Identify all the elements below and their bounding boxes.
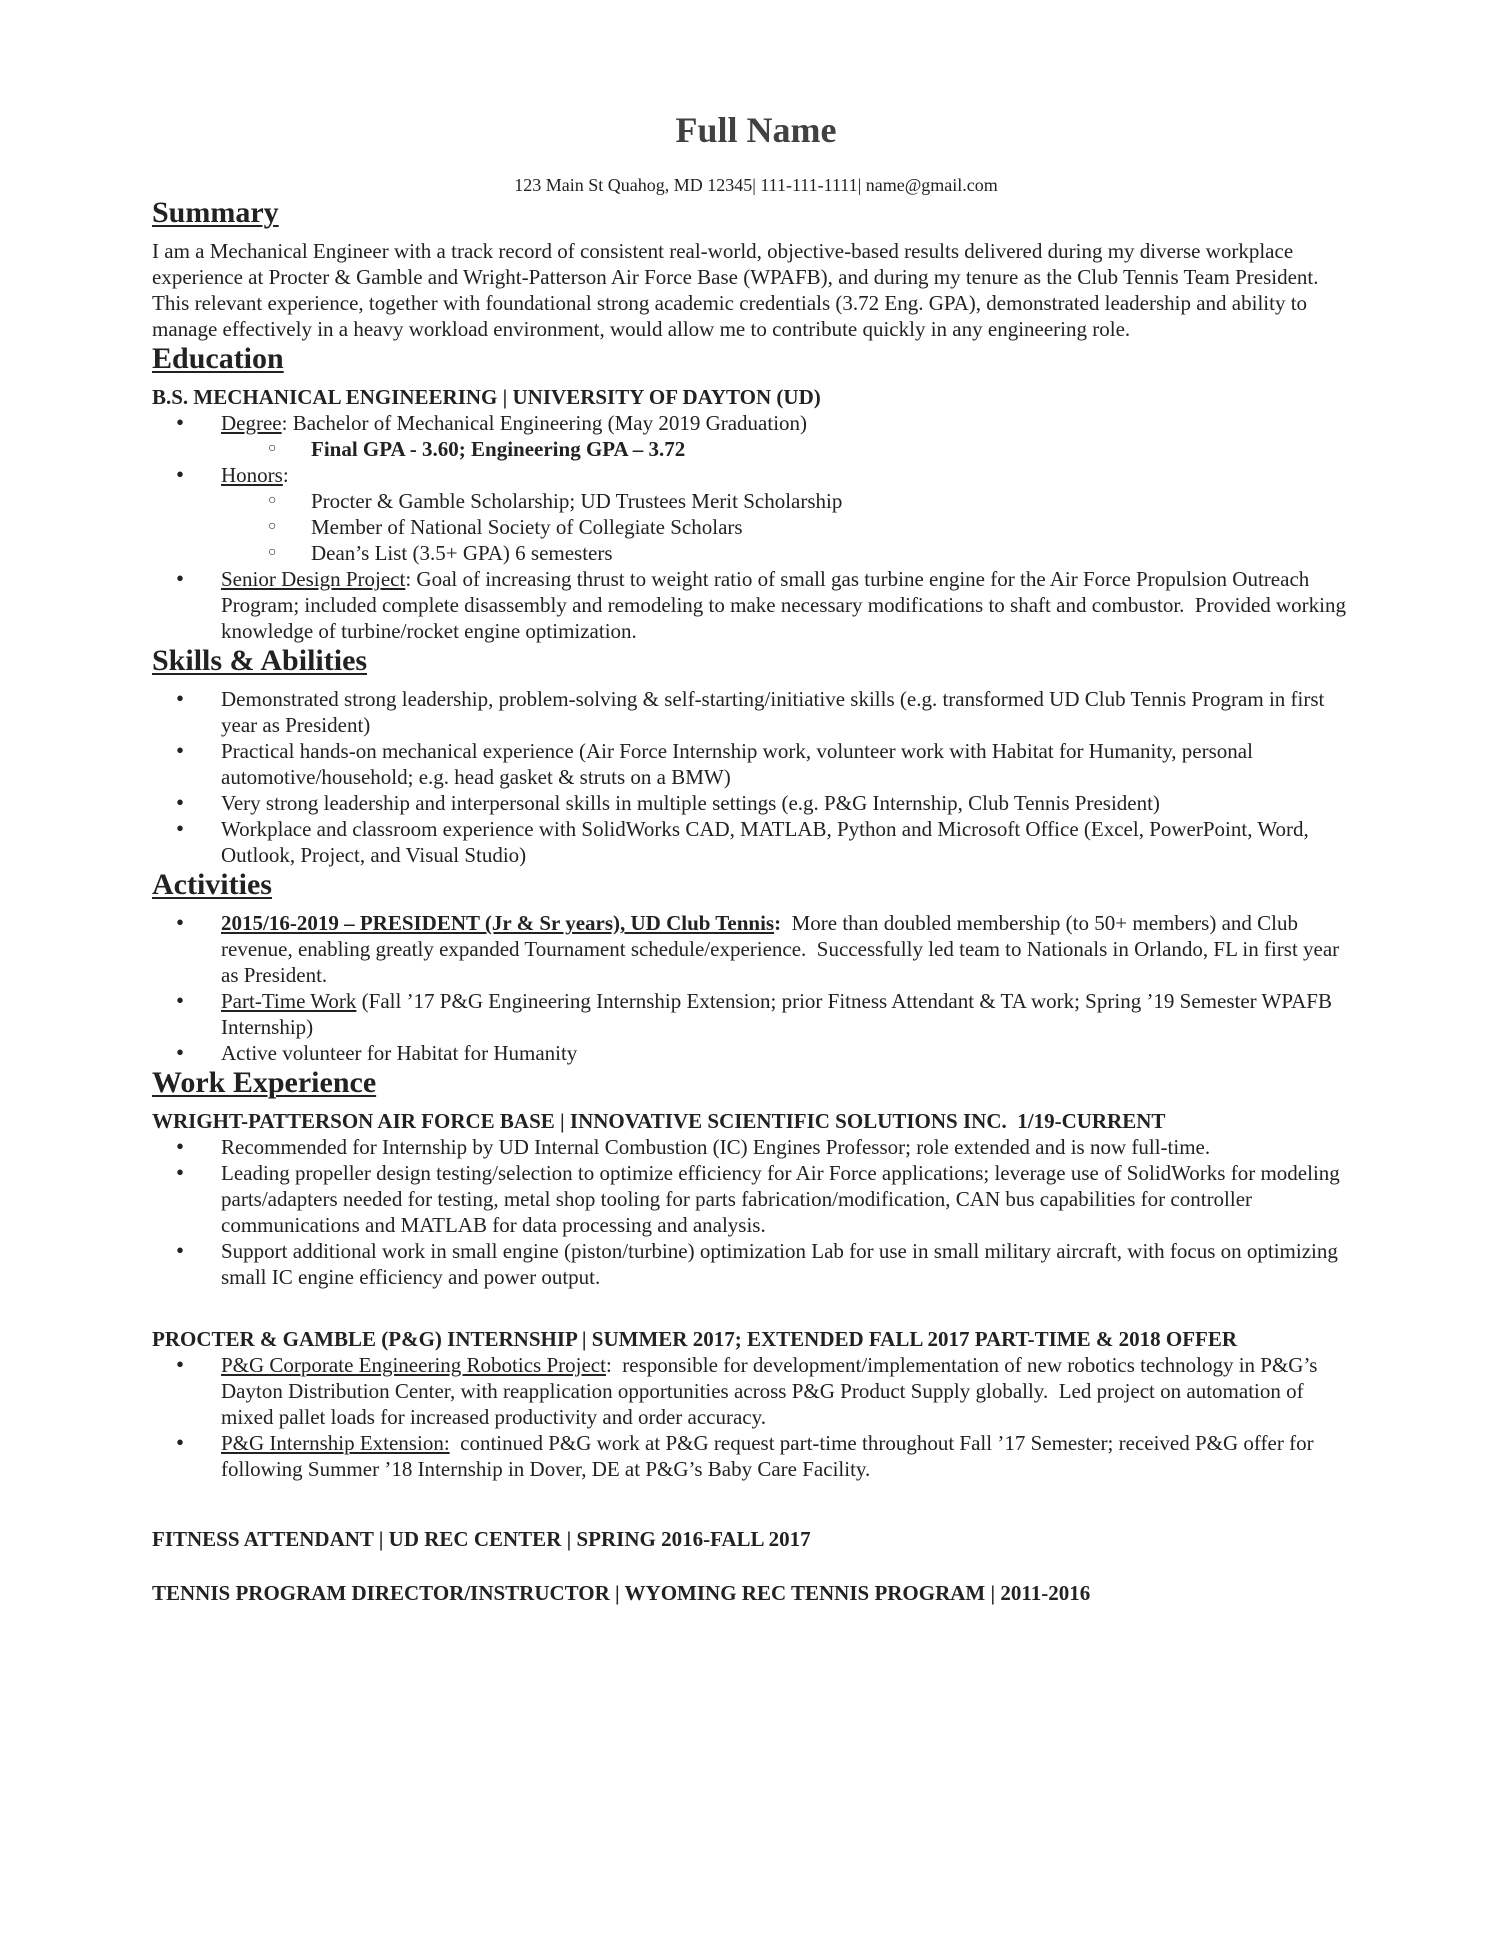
activity-president-text: More than doubled membership (to 50+ members) and Club revenue, enabling greatly expanded Tournament schedule/experience. Successfully led team to Nationals in Orlando, FL in first year as President. <box>221 911 1345 987</box>
senior-design-text: : Goal of increasing thrust to weight ratio of small gas turbine engine for the Air Force Propulsion Outreach Program; included complete disassembly and remodeling to make necessary modifications to shaft and combustor. Provided working knowledge of turbine/rocket engine optimization. <box>221 567 1352 643</box>
list-item-activity-president <box>152 910 1360 988</box>
section-heading-activities <box>152 868 1360 902</box>
job-title-wpafb: WRIGHT-PATTERSON AIR FORCE BASE | INNOVATIVE SCIENTIFIC SOLUTIONS INC. 1/19-CURRENT <box>152 1109 1166 1133</box>
activity-president-label: 2015/16-2019 – PRESIDENT (Jr & Sr years), UD Club Tennis <box>221 911 775 935</box>
senior-design-label: Senior Design Project <box>221 567 406 591</box>
list-item-job-bullet: • Support additional work in small engine (piston/turbine) optimization Lab for use in small military aircraft, with focus on optimizing small IC engine efficiency and power output. <box>152 1238 1360 1290</box>
list-item-senior-design <box>152 566 1360 644</box>
list-item-job-bullet: • Leading propeller design testing/selection to optimize efficiency for Air Force applications; leverage use of SolidWorks for modeling parts/adapters needed for testing, metal shop tooling for parts fabrication/modification, CAN bus capabilities for controller communications and MATLAB for data processing and analysis. <box>152 1160 1360 1238</box>
list-item-job-bullet <box>152 1430 1360 1482</box>
section-heading-work-experience <box>152 1066 1360 1100</box>
job-title-tennis-director: TENNIS PROGRAM DIRECTOR/INSTRUCTOR | WYOMING REC TENNIS PROGRAM | 2011-2016 <box>152 1581 1091 1605</box>
list-item-job-bullet: • Recommended for Internship by UD Internal Combustion (IC) Engines Professor; role extended and is now full-time. <box>152 1134 1360 1160</box>
list-item-skill: • Demonstrated strong leadership, problem-solving & self-starting/initiative skills (e.g. transformed UD Club Tennis Program in first year as President) <box>152 686 1360 738</box>
section-heading-summary-text: Summary <box>152 196 279 229</box>
list-item-honor: ○ Procter & Gamble Scholarship; UD Trustees Merit Scholarship <box>221 488 1360 514</box>
job-title-pg: PROCTER & GAMBLE (P&G) INTERNSHIP | SUMMER 2017; EXTENDED FALL 2017 PART-TIME & 2018 OFFER <box>152 1327 1238 1351</box>
summary-paragraph: I am a Mechanical Engineer with a track record of consistent real-world, objective-based results delivered during my diverse workplace experience at Procter & Gamble and Wright-Patterson Air Force Base (WPAFB), and during my tenure as the Club Tennis Team President. This relevant experience, together with foundational strong academic credentials (3.72 Eng. GPA), demonstrated leadership and ability to manage effectively in a heavy workload environment, would allow me to contribute quickly in any engineering role. <box>152 239 1324 341</box>
education-program-title: B.S. MECHANICAL ENGINEERING | UNIVERSITY OF DAYTON (UD) <box>152 385 821 409</box>
section-heading-education-text: Education <box>152 342 284 375</box>
list-item-gpa <box>221 436 1360 462</box>
degree-sublist <box>221 436 1360 462</box>
list-item-degree <box>152 410 1360 462</box>
section-heading-skills <box>152 644 1360 678</box>
list-item-honors <box>152 462 1360 566</box>
section-heading-summary <box>152 196 1360 230</box>
page-title: Full Name <box>675 110 837 150</box>
gpa-text: Final GPA - 3.60; Engineering GPA – 3.72 <box>311 437 686 461</box>
honors-sublist <box>221 488 1360 566</box>
list-item-skill: • Practical hands-on mechanical experience (Air Force Internship work, volunteer work with Habitat for Humanity, personal automotive/household; e.g. head gasket & struts on a BMW) <box>152 738 1360 790</box>
degree-text: : Bachelor of Mechanical Engineering (May 2019 Graduation) <box>281 411 808 435</box>
skills-list <box>152 686 1360 868</box>
job-title-fitness-attendant: FITNESS ATTENDANT | UD REC CENTER | SPRING 2016-FALL 2017 <box>152 1527 811 1551</box>
section-heading-education <box>152 342 1360 376</box>
list-item-honor: ○ Member of National Society of Collegiate Scholars <box>221 514 1360 540</box>
list-item-activity-parttime <box>152 988 1360 1040</box>
pg-robotics-label: P&G Corporate Engineering Robotics Project <box>221 1353 606 1377</box>
pg-extension-text: continued P&G work at P&G request part-time throughout Fall ’17 Semester; received P&G offer for following Summer ’18 Internship in Dover, DE at P&G’s Baby Care Facility. <box>221 1431 1319 1481</box>
honors-label: Honors <box>221 463 283 487</box>
activity-parttime-label: Part-Time Work <box>221 989 357 1013</box>
list-item-activity-volunteer: • Active volunteer for Habitat for Humanity <box>152 1040 1360 1066</box>
list-item-skill: • Very strong leadership and interpersonal skills in multiple settings (e.g. P&G Internship, Club Tennis President) <box>152 790 1360 816</box>
honors-colon: : <box>282 463 289 487</box>
contact-line: 123 Main St Quahog, MD 12345| 111-111-1111| name@gmail.com <box>514 175 998 195</box>
activity-parttime-text: (Fall ’17 P&G Engineering Internship Extension; prior Fitness Attendant & TA work; Spring ’19 Semester WPAFB Internship) <box>221 989 1338 1039</box>
activities-list <box>152 910 1360 1066</box>
section-heading-work-experience-text: Work Experience <box>152 1066 377 1099</box>
job-pg-list <box>152 1352 1360 1482</box>
pg-robotics-text: : responsible for development/implementation of new robotics technology in P&G’s Dayton Distribution Center, with reapplication opportunities across P&G Product Supply globally. Led project on automation of mixed pallet loads for increased productivity and order accuracy. <box>221 1353 1323 1429</box>
list-item-honor: ○ Dean’s List (3.5+ GPA) 6 semesters <box>221 540 1360 566</box>
section-heading-activities-text: Activities <box>152 868 272 901</box>
pg-extension-label: P&G Internship Extension: <box>221 1431 450 1455</box>
degree-label: Degree <box>221 411 282 435</box>
job-wpafb-list <box>152 1134 1360 1290</box>
section-heading-skills-text: Skills & Abilities <box>152 644 368 677</box>
activity-president-colon: : <box>774 911 782 935</box>
education-list <box>152 410 1360 644</box>
list-item-job-bullet <box>152 1352 1360 1430</box>
list-item-skill: • Workplace and classroom experience with SolidWorks CAD, MATLAB, Python and Microsoft Office (Excel, PowerPoint, Word, Outlook, Project, and Visual Studio) <box>152 816 1360 868</box>
